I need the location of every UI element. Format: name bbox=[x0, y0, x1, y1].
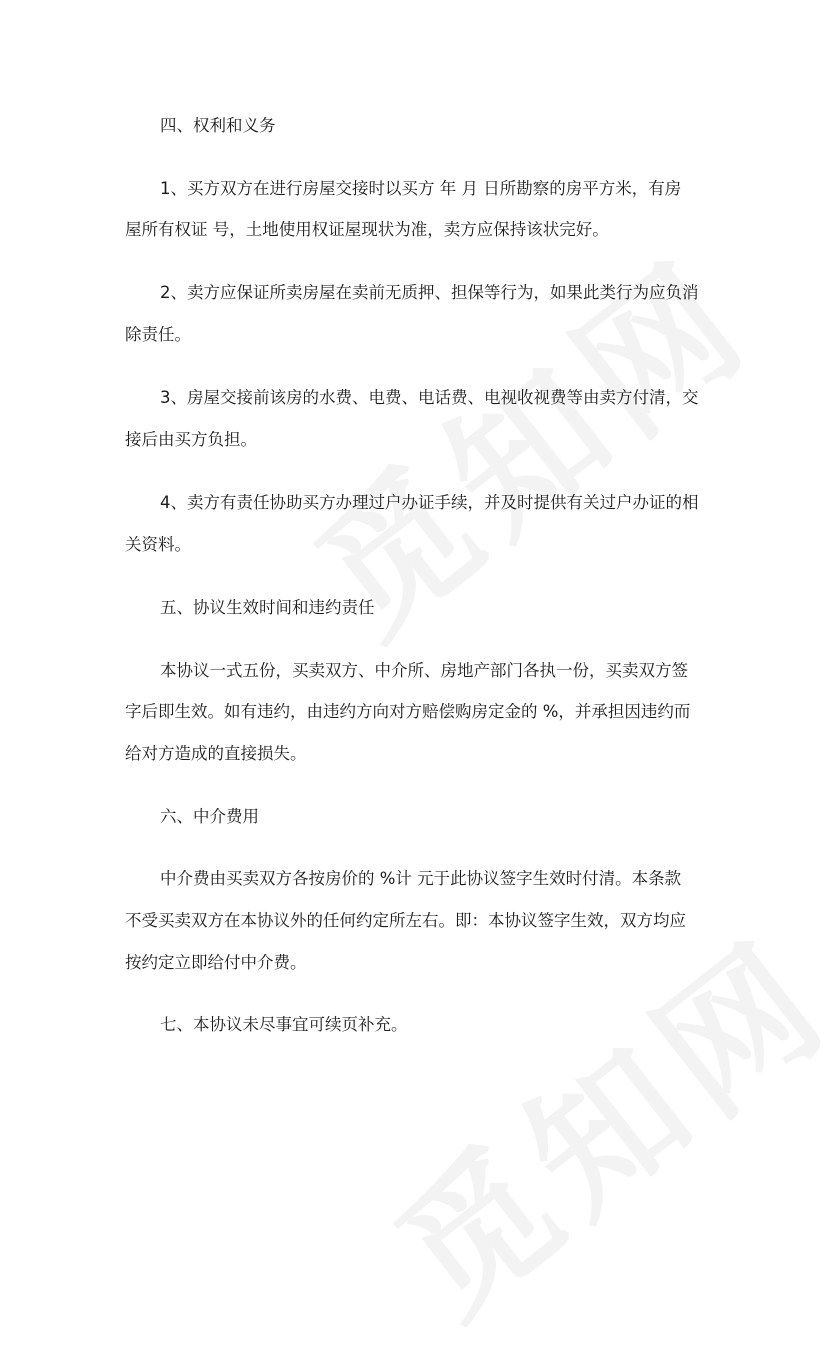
section-6-heading: 六、中介费用 bbox=[160, 807, 259, 826]
section-5-heading: 五、协议生效时间和违约责任 bbox=[160, 598, 375, 617]
clause-4-line-2: 关资料。 bbox=[125, 535, 191, 554]
section-6-para-line-3: 按约定立即给付中介费。 bbox=[125, 953, 307, 972]
section-5-para-line-2: 字后即生效。如有违约，由违约方向对方赔偿购房定金的 %，并承担因违约而 bbox=[125, 702, 691, 721]
clause-1-line-2: 屋所有权证 号，土地使用权证屋现状为准，卖方应保持该状完好。 bbox=[125, 220, 609, 239]
clause-2-line-2: 除责任。 bbox=[125, 325, 191, 344]
clause-2-line-1: 2、卖方应保证所卖房屋在卖前无质押、担保等行为，如果此类行为应负消 bbox=[160, 283, 699, 302]
clause-3-line-2: 接后由买方负担。 bbox=[125, 430, 257, 449]
section-5-para-line-1: 本协议一式五份，买卖双方、中介所、房地产部门各执一份，买卖双方签 bbox=[160, 661, 688, 680]
clause-3-line-1: 3、房屋交接前该房的水费、电费、电话费、电视收视费等由卖方付清，交 bbox=[160, 388, 699, 407]
clause-4-line-1: 4、卖方有责任协助买方办理过户办证手续，并及时提供有关过户办证的相 bbox=[160, 493, 699, 512]
clause-1-line-1: 1、买方双方在进行房屋交接时以买方 年 月 日所勘察的房平方米，有房 bbox=[160, 179, 682, 198]
section-7-heading: 七、本协议未尽事宜可续页补充。 bbox=[160, 1015, 408, 1034]
section-4-heading: 四、权利和义务 bbox=[160, 116, 276, 135]
section-6-para-line-1: 中介费由买卖双方各按房价的 %计 元于此协议签字生效时付清。本条款 bbox=[160, 869, 682, 888]
section-6-para-line-2: 不受买卖双方在本协议外的任何约定所左右。即：本协议签字生效，双方均应 bbox=[125, 911, 686, 930]
section-5-para-line-3: 给对方造成的直接损失。 bbox=[125, 744, 307, 763]
